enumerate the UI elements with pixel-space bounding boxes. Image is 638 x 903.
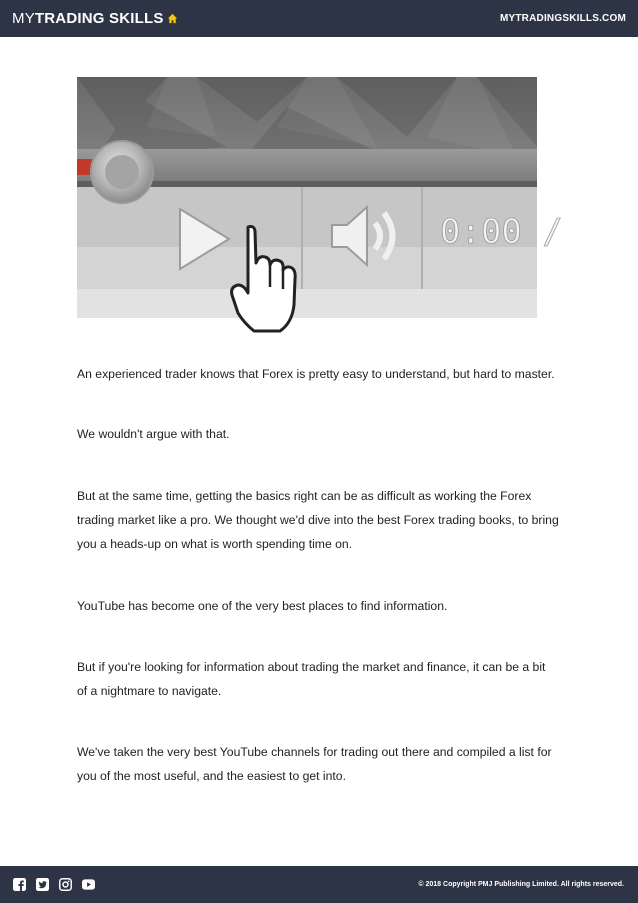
text-line: But if you're looking for information about trading the market and finance, it can be a bit xyxy=(77,660,546,674)
text-line: YouTube has become one of the very best places to find information. xyxy=(77,599,448,613)
video-player-illustration xyxy=(77,77,563,318)
facebook-icon[interactable] xyxy=(13,878,26,891)
time-display: 0:00 / xyxy=(440,212,563,252)
hero-image xyxy=(77,77,563,318)
paragraph-1 xyxy=(77,362,577,386)
youtube-icon[interactable] xyxy=(82,878,95,891)
paragraph-4 xyxy=(77,594,577,618)
text-line: We wouldn't argue with that. xyxy=(77,427,230,441)
text-line: of a nightmare to navigate. xyxy=(77,684,222,698)
paragraph-3 xyxy=(77,484,577,556)
text-line: you of the most useful, and the easiest to get into. xyxy=(77,769,346,783)
text-line: But at the same time, getting the basics right can be as difficult as working the Forex xyxy=(77,489,532,503)
paragraph-5 xyxy=(77,655,577,703)
brand-logo[interactable] xyxy=(12,10,178,27)
social-links xyxy=(13,878,95,891)
page-header xyxy=(0,0,638,37)
text-line: An experienced trader knows that Forex is pretty easy to understand, but hard to master. xyxy=(77,367,555,381)
logo-text-light: MY xyxy=(12,10,35,27)
text-line: you a heads-up on what is worth spending time on. xyxy=(77,537,353,551)
house-icon xyxy=(167,13,178,24)
page-footer xyxy=(0,866,638,903)
text-line: trading market like a pro. We thought we'd dive into the best Forex trading books, to bring xyxy=(77,513,559,527)
text-line: We've taken the very best YouTube channels for trading out there and compiled a list for xyxy=(77,745,552,759)
copyright-notice: © 2018 Copyright PMJ Publishing Limited. All rights reserved. xyxy=(418,881,624,888)
twitter-icon[interactable] xyxy=(36,878,49,891)
instagram-icon[interactable] xyxy=(59,878,72,891)
paragraph-6 xyxy=(77,740,577,788)
logo-text-bold: TRADING SKILLS xyxy=(34,10,164,27)
paragraph-2 xyxy=(77,422,577,446)
site-url[interactable]: MYTRADINGSKILLS.COM xyxy=(499,13,626,24)
